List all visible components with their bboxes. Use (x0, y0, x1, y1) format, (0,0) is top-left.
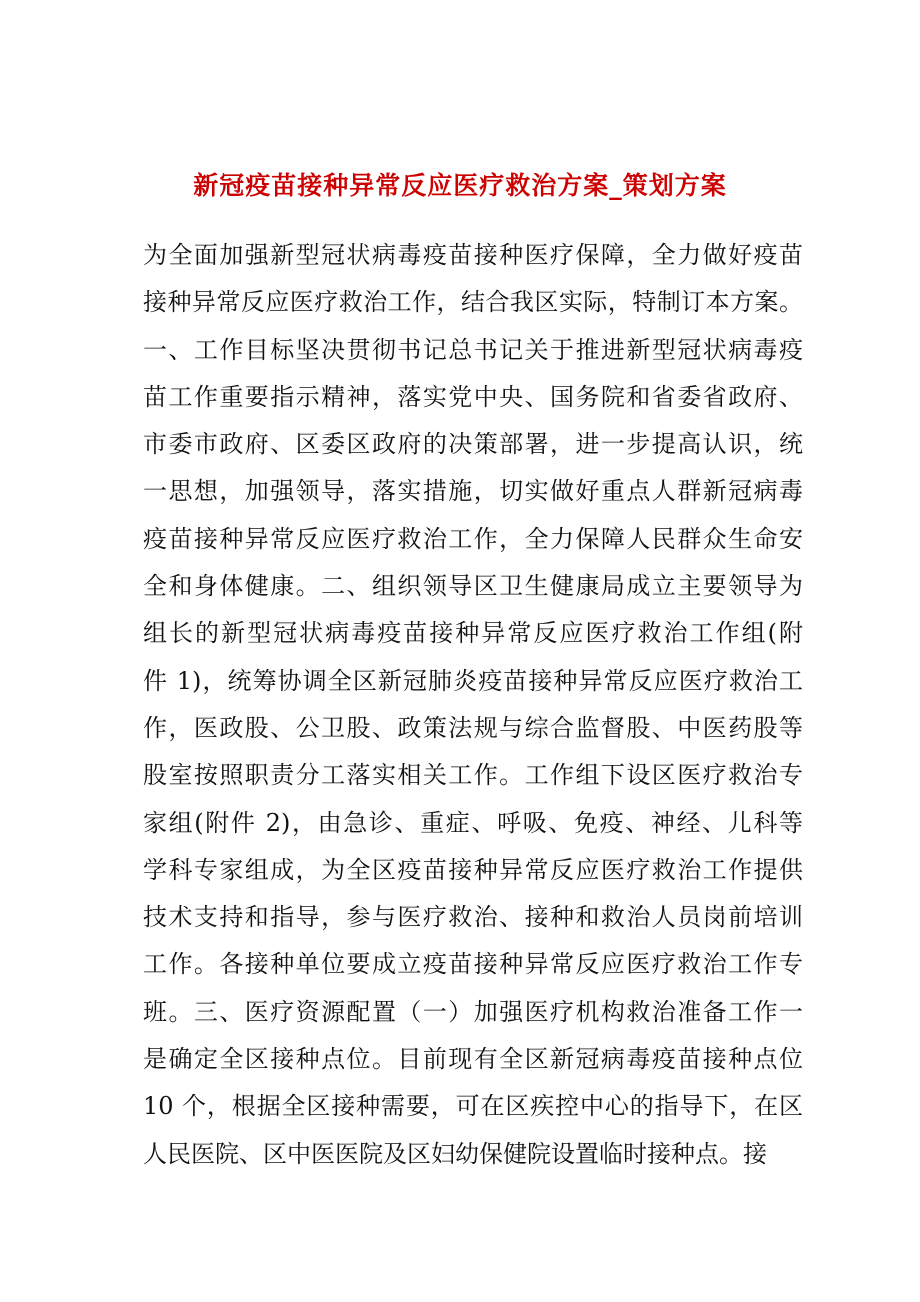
body-line: 市委市政府、区委区政府的决策部署，进一步提高认识，统 (143, 430, 803, 459)
document-title: 新冠疫苗接种异常反应医疗救治方案_策划方案 (193, 171, 727, 200)
body-line: 股室按照职责分工落实相关工作。工作组下设区医疗救治专 (143, 761, 803, 790)
body-line: 技术支持和指导，参与医疗救治、接种和救治人员岗前培训 (143, 903, 803, 932)
body-line: 作，医政股、公卫股、政策法规与综合监督股、中医药股等 (143, 713, 803, 742)
body-line: 组长的新型冠状病毒疫苗接种异常反应医疗救治工作组(附 (143, 619, 803, 648)
document-body (143, 232, 803, 1178)
body-line: 10 个，根据全区接种需要，可在区疾控中心的指导下，在区 (143, 1092, 803, 1121)
body-line: 家组(附件 2)，由急诊、重症、呼吸、免疫、神经、儿科等 (143, 808, 803, 837)
body-line: 一思想，加强领导，落实措施，切实做好重点人群新冠病毒 (143, 477, 803, 506)
body-line: 班。三、医疗资源配置（一）加强医疗机构救治准备工作一 (143, 997, 803, 1026)
body-line: 全和身体健康。二、组织领导区卫生健康局成立主要领导为 (143, 572, 803, 601)
body-line: 一、工作目标坚决贯彻书记总书记关于推进新型冠状病毒疫 (143, 335, 803, 364)
body-line: 接种异常反应医疗救治工作，结合我区实际，特制订本方案。 (143, 288, 803, 317)
body-line: 人民医院、区中医医院及区妇幼保健院设置临时接种点。接 (143, 1139, 767, 1168)
body-line: 是确定全区接种点位。目前现有全区新冠病毒疫苗接种点位 (143, 1045, 803, 1074)
body-line: 学科专家组成，为全区疫苗接种异常反应医疗救治工作提供 (143, 855, 803, 884)
body-line: 件 1)，统筹协调全区新冠肺炎疫苗接种异常反应医疗救治工 (143, 666, 803, 695)
body-line: 为全面加强新型冠状病毒疫苗接种医疗保障，全力做好疫苗 (143, 241, 803, 269)
body-line: 疫苗接种异常反应医疗救治工作，全力保障人民群众生命安 (143, 524, 803, 553)
body-line: 工作。各接种单位要成立疫苗接种异常反应医疗救治工作专 (143, 950, 803, 979)
body-line: 苗工作重要指示精神，落实党中央、国务院和省委省政府、 (143, 382, 803, 411)
